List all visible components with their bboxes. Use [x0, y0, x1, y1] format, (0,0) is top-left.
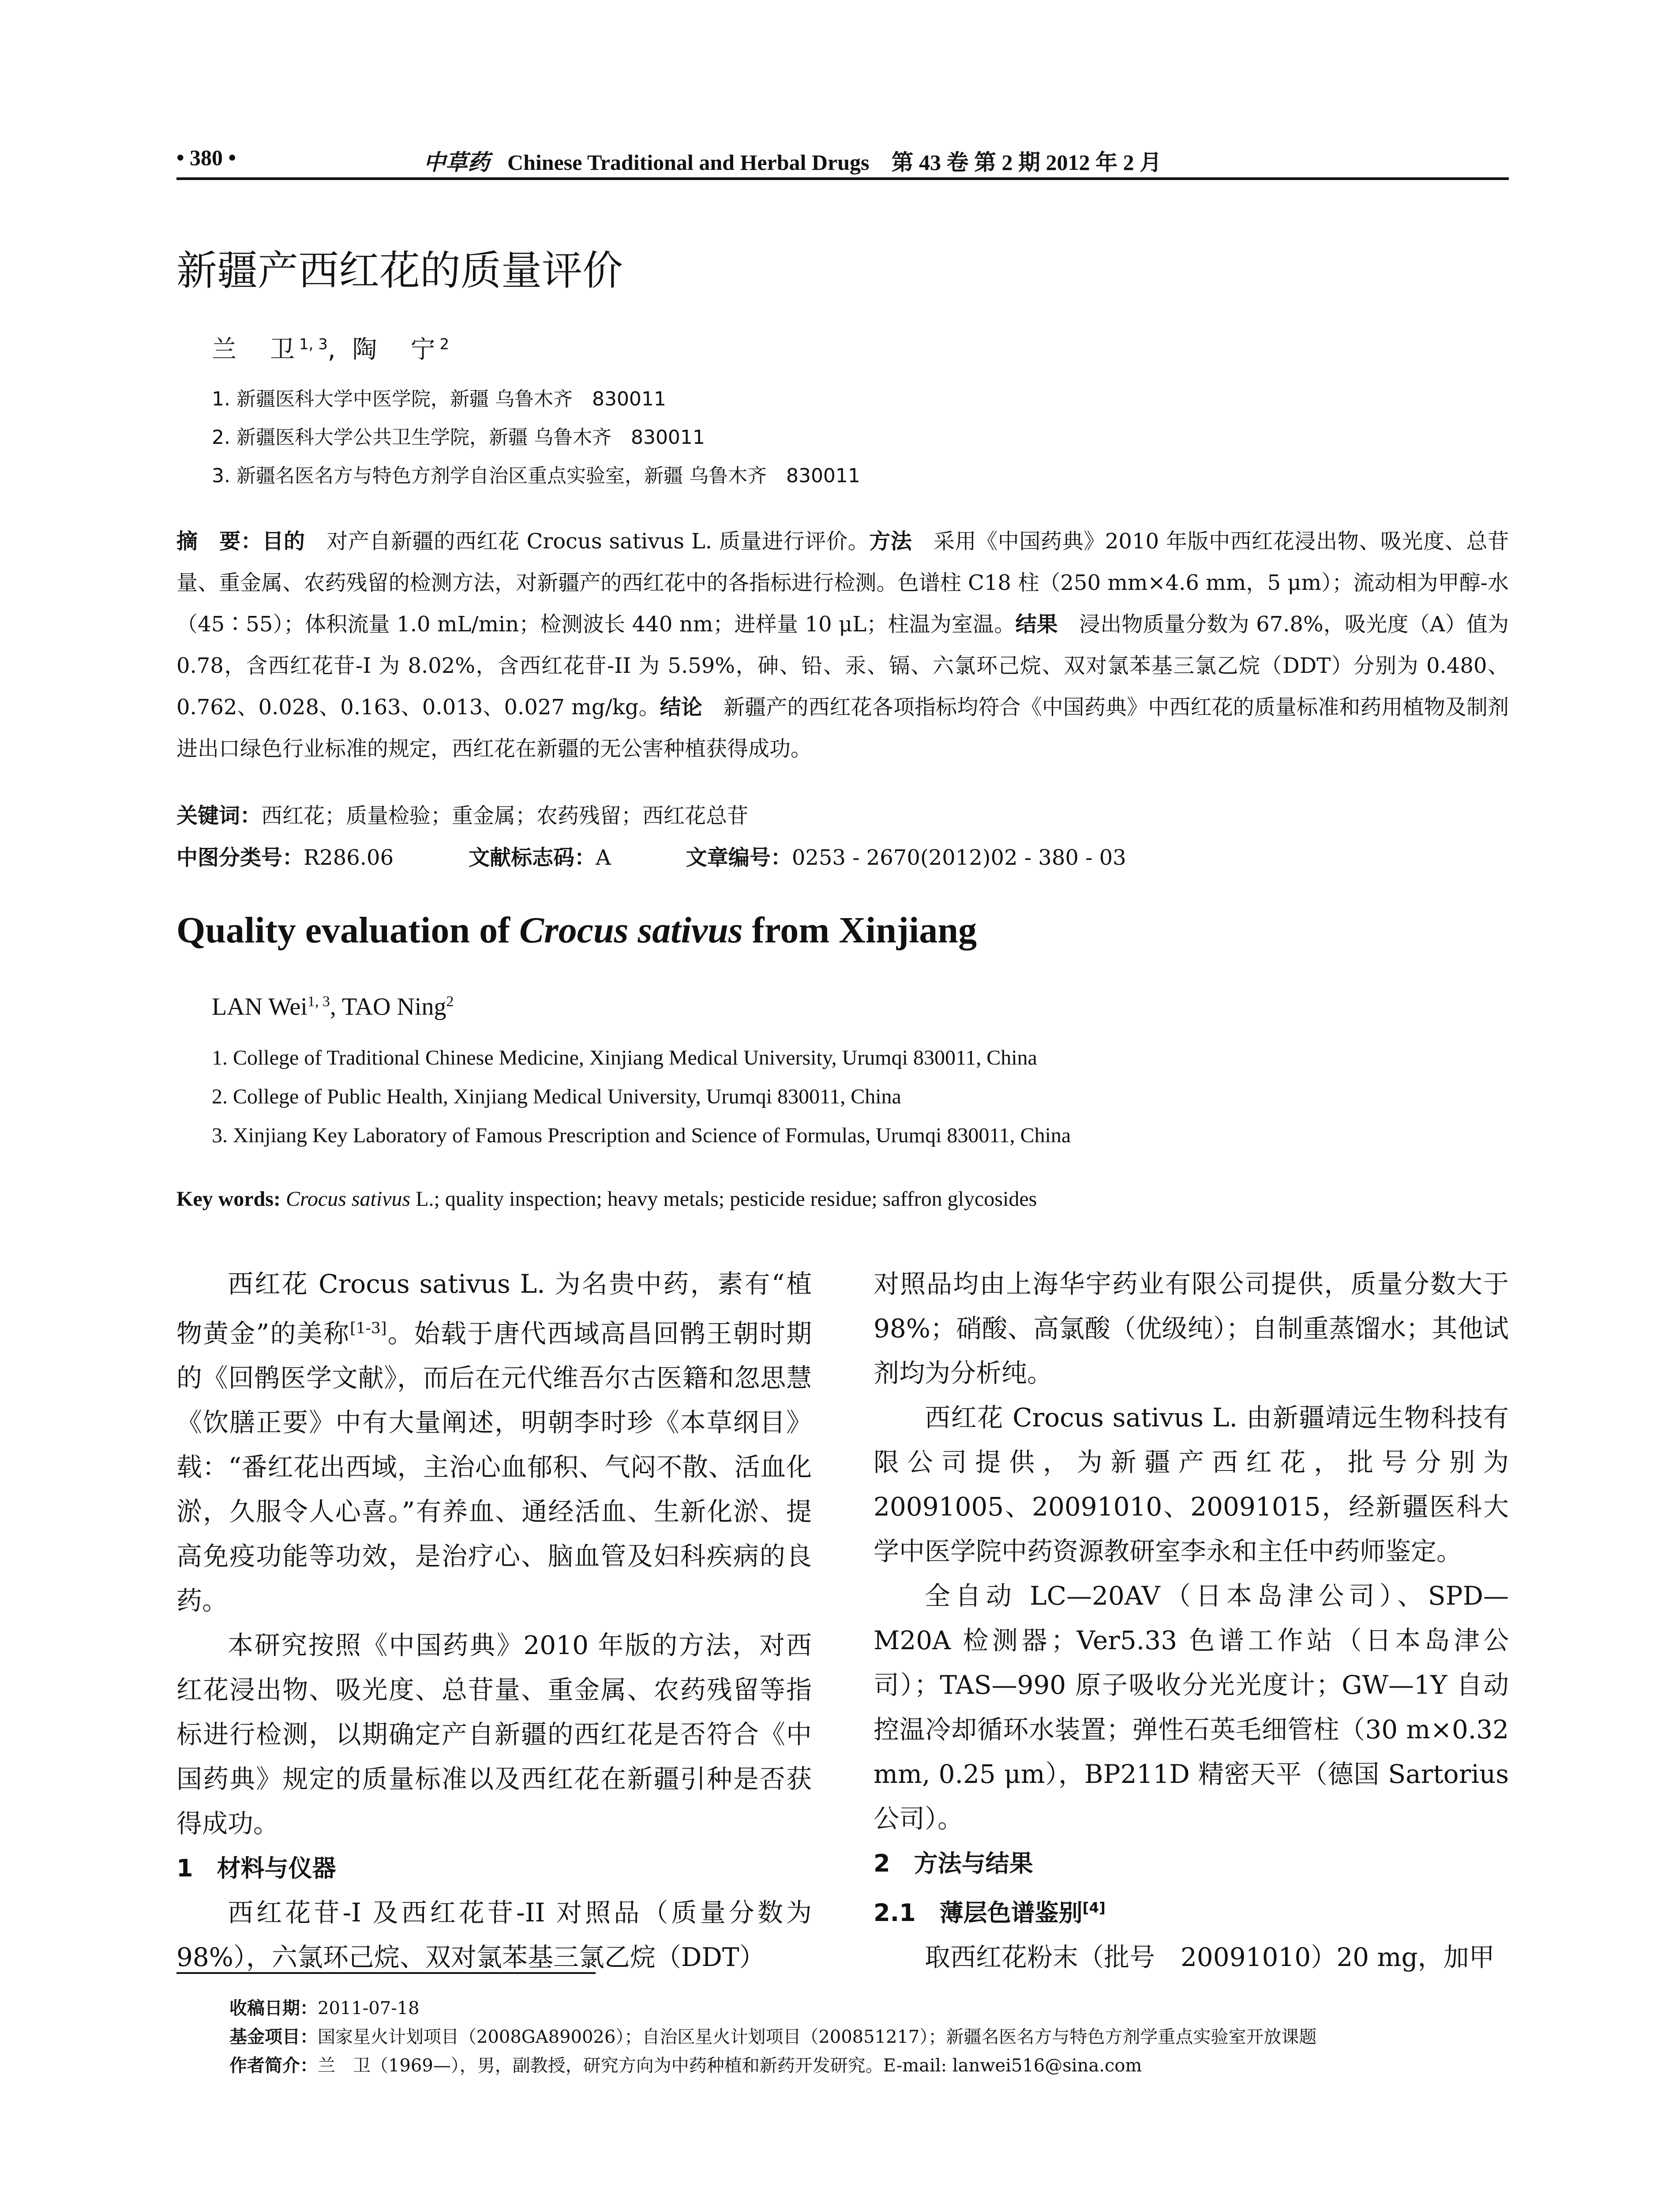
page-number: • 380 •	[176, 145, 236, 170]
author-1-cn-affil: 1, 3	[299, 335, 328, 353]
author-bio-label: 作者简介：	[229, 2056, 318, 2076]
classification-line	[176, 840, 1126, 871]
citation-ref: [1-3]	[350, 1320, 387, 1337]
objective-text: 对产自新疆的西红花 Crocus sativus L. 质量进行评价。	[305, 529, 870, 554]
body-text: 西红花 Crocus sativus L. 为名贵中药，素有“植物黄金”的美称	[176, 1269, 812, 1349]
conclusion-text: 新疆产的西红花各项指标均符合《中国药典》中西红花的质量标准和药用植物及制剂进出口绿色行业标准的规定，西红花在新疆的无公害种植获得成功。	[176, 695, 1509, 761]
method-text: 采用《中国药典》2010 年版中西红花浸出物、吸光度、总苷量、重金属、农药残留的检测方法，对新疆产的西红花中的各指标进行检测。色谱柱 C18 柱（250 mm×4.6 mm，5 μm）；流动相为甲醇-水（45∶55）；体积流量 1.0 mL/min；检测波长 440 nm；进样量 10 μL；柱温为室温。	[176, 529, 1509, 637]
body-paragraph: 对照品均由上海华宇药业有限公司提供，质量分数大于 98%；硝酸、高氯酸（优级纯）；自制重蒸馏水；其他试剂均为分析纯。	[874, 1269, 1509, 1388]
result-label: 结果	[1015, 612, 1058, 637]
footnote-received	[229, 1994, 420, 2019]
section-heading-1: 1 材料与仪器	[176, 1854, 336, 1883]
received-label: 收稿日期：	[229, 1998, 318, 2018]
affiliation-cn-3: 3. 新疆名医名方与特色方剂学自治区重点实验室，新疆 乌鲁木齐 830011	[212, 465, 860, 487]
body-paragraph: 全自动 LC—20AV（日本岛津公司）、SPD—M20A 检测器；Ver5.33 色谱工作站（日本岛津公司）；TAS—990 原子吸收分光光度计；GW—1Y 自动控温冷却循环水装置；弹性石英毛细管柱（30 m×0.32 mm, 0.25 μm），BP211D 精密天平（德国 Sartorius 公司）。	[874, 1581, 1509, 1834]
clc-value: R286.06	[304, 845, 394, 870]
abstract-cn	[176, 521, 1509, 769]
keywords-en-species: Crocus sativus	[280, 1187, 411, 1211]
title-en-part1: Quality evaluation of	[176, 910, 520, 951]
author-2-cn-affil: 2	[439, 335, 450, 353]
body-text: 。始载于唐代西域高昌回鹘王朝时期的《回鹘医学文献》，而后在元代维吾尔古医籍和忽思慧《饮膳正要》中有大量阐述，明朝李时珍《本草纲目》载：“番红花出西域，主治心血郁积、气闷不散、活血化淤，久服令人心喜。”有养血、通经活血、生新化淤、提高免疫功能等功效，是治疗心、脑血管及妇科疾病的良药。	[176, 1318, 812, 1616]
body-paragraph: 西红花苷-I 及西红花苷-II 对照品（质量分数为 98%），六氯环己烷、双对氯苯基三氯乙烷（DDT）	[176, 1898, 812, 1973]
footnote-fund	[229, 2023, 1316, 2048]
journal-cn-mark: 中草药	[424, 149, 490, 175]
article-no-value: 0253 - 2670(2012)02 - 380 - 03	[791, 845, 1126, 870]
objective-label: 目的	[262, 529, 305, 554]
author-1-en-affil: 1, 3	[307, 993, 330, 1010]
affiliation-en-3: 3. Xinjiang Key Laboratory of Famous Prescription and Science of Formulas, Urumqi 830011, China	[212, 1124, 1071, 1147]
article-no-label: 文章编号：	[686, 845, 792, 870]
keywords-en-label: Key words:	[176, 1187, 281, 1211]
affiliation-cn-1: 1. 新疆医科大学中医学院，新疆 乌鲁木齐 830011	[212, 388, 666, 410]
received-date: 2011-07-18	[318, 1998, 420, 2018]
citation-ref: [4]	[1082, 1899, 1106, 1916]
keywords-cn	[176, 799, 748, 829]
authors-cn	[212, 330, 449, 365]
affiliation-en-2: 2. College of Public Health, Xinjiang Medical University, Urumqi 830011, China	[212, 1085, 901, 1108]
doc-code-value: A	[596, 845, 611, 870]
footnote-rule	[176, 1972, 596, 1974]
doc-code-label: 文献标志码：	[469, 845, 596, 870]
author-1-en: LAN Wei	[212, 993, 308, 1020]
body-column-left	[176, 1262, 812, 1980]
author-sep-cn: ,	[327, 335, 352, 364]
body-paragraph: 取西红花粉末（批号 20091010）20 mg，加甲	[925, 1942, 1495, 1972]
authors-en	[212, 993, 454, 1021]
running-header	[176, 140, 1509, 176]
fund-text: 国家星火计划项目（2008GA890026）；自治区星火计划项目（200851217）；新疆名医名方与特色方剂学重点实验室开放课题	[318, 2027, 1317, 2047]
author-2-en: TAO Ning	[341, 993, 446, 1020]
author-1-cn: 兰 卫	[212, 335, 299, 364]
conclusion-label: 结论	[660, 695, 702, 720]
keywords-en	[176, 1187, 1037, 1211]
abstract-label: 摘 要：	[176, 529, 262, 554]
section-heading-text: 2.1 薄层色谱鉴别	[874, 1899, 1083, 1927]
title-en	[176, 909, 977, 952]
body-paragraph: 本研究按照《中国药典》2010 年版的方法，对西红花浸出物、吸光度、总苷量、重金属、农药残留等指标进行检测，以期确定产自新疆的西红花是否符合《中国药典》规定的质量标准以及西红花在新疆引种是否获得成功。	[176, 1630, 812, 1839]
body-column-right	[874, 1262, 1509, 1980]
keywords-cn-label: 关键词：	[176, 803, 262, 828]
journal-line	[424, 145, 1162, 176]
fund-label: 基金项目：	[229, 2027, 318, 2047]
result-text: 浸出物质量分数为 67.8%，吸光度（A）值为 0.78，含西红花苷-I 为 8.02%，含西红花苷-II 为 5.59%，砷、铅、汞、镉、六氯环己烷、双对氯苯基三氯乙烷（DDT）分别为 0.480、0.762、0.028、0.163、0.013、0.027 mg/kg。	[176, 612, 1509, 720]
footnote-author	[229, 2052, 1142, 2077]
author-2-cn: 陶 宁	[352, 335, 440, 364]
body-paragraph: 西红花 Crocus sativus L. 由新疆靖远生物科技有限公司提供，为新疆产西红花，批号分别为 20091005、20091010、20091015，经新疆医科大学中医学院中药资源教研室李永和主任中药师鉴定。	[874, 1403, 1509, 1566]
journal-info: Chinese Traditional and Herbal Drugs 第 43 卷 第 2 期 2012 年 2 月	[507, 150, 1162, 175]
title-en-part2: from Xinjiang	[742, 910, 977, 951]
affiliation-en-1: 1. College of Traditional Chinese Medicine, Xinjiang Medical University, Urumqi 830011, China	[212, 1046, 1037, 1069]
title-cn: 新疆产西红花的质量评价	[176, 247, 623, 294]
keywords-en-text: L.; quality inspection; heavy metals; pesticide residue; saffron glycosides	[410, 1187, 1037, 1211]
body-paragraph	[176, 1262, 812, 1623]
header-rule	[176, 177, 1509, 180]
section-heading-2-1	[874, 1886, 1509, 1935]
author-sep-en: ,	[330, 993, 342, 1020]
affiliation-cn-2: 2. 新疆医科大学公共卫生学院，新疆 乌鲁木齐 830011	[212, 426, 705, 449]
section-heading-2: 2 方法与结果	[874, 1850, 1033, 1877]
keywords-cn-text: 西红花；质量检验；重金属；农药残留；西红花总苷	[261, 803, 749, 828]
clc-label: 中图分类号：	[176, 845, 304, 870]
author-bio-text: 兰 卫（1969—），男，副教授，研究方向为中药种植和新药开发研究。E-mail: lanwei516@sina.com	[318, 2056, 1142, 2076]
author-2-en-affil: 2	[446, 993, 454, 1010]
title-en-species: Crocus sativus	[519, 910, 743, 951]
method-label: 方法	[869, 529, 912, 554]
